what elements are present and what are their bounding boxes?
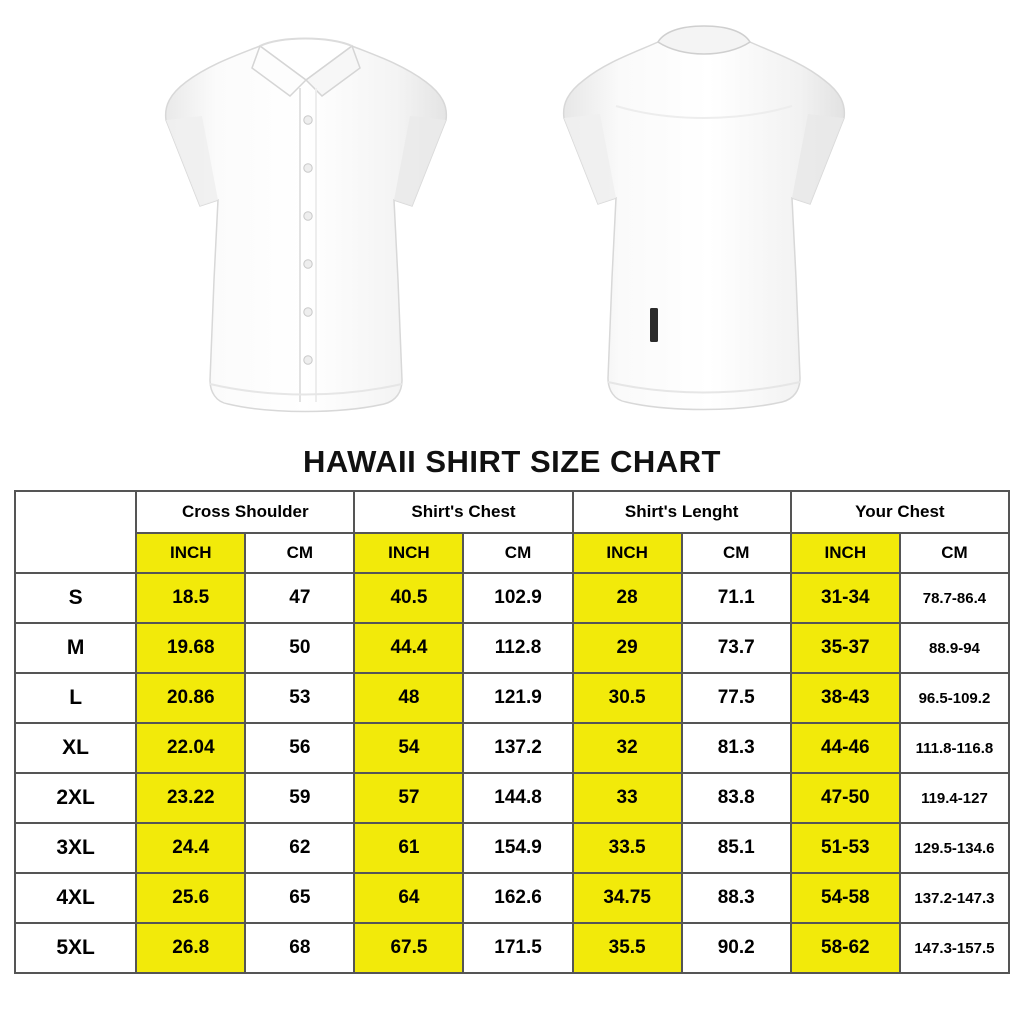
cell-shirts-lenght-cm: 88.3 (682, 873, 791, 923)
cell-shirts-chest-cm: 162.6 (463, 873, 572, 923)
cell-shirts-chest-inch: 61 (354, 823, 463, 873)
cell-your-chest-cm: 78.7-86.4 (900, 573, 1009, 623)
table-row (15, 873, 1009, 923)
size-label: M (15, 623, 136, 673)
cell-cross-shoulder-inch: 20.86 (136, 673, 245, 723)
cell-shirts-lenght-inch: 28 (573, 573, 682, 623)
cell-your-chest-inch: 54-58 (791, 873, 900, 923)
unit-header-shirts-lenght-inch: INCH (573, 533, 682, 573)
cell-shirts-chest-inch: 67.5 (354, 923, 463, 973)
cell-shirts-lenght-cm: 85.1 (682, 823, 791, 873)
cell-your-chest-cm: 129.5-134.6 (900, 823, 1009, 873)
group-header-shirts-lenght: Shirt's Lenght (573, 491, 791, 533)
cell-cross-shoulder-inch: 18.5 (136, 573, 245, 623)
cell-shirts-lenght-cm: 81.3 (682, 723, 791, 773)
cell-shirts-chest-inch: 64 (354, 873, 463, 923)
cell-shirts-chest-inch: 54 (354, 723, 463, 773)
size-label: 2XL (15, 773, 136, 823)
table-row (15, 923, 1009, 973)
cell-your-chest-cm: 88.9-94 (900, 623, 1009, 673)
corner-cell (15, 491, 136, 573)
cell-your-chest-inch: 58-62 (791, 923, 900, 973)
cell-your-chest-cm: 119.4-127 (900, 773, 1009, 823)
cell-shirts-chest-cm: 171.5 (463, 923, 572, 973)
cell-cross-shoulder-cm: 62 (245, 823, 354, 873)
cell-cross-shoulder-inch: 19.68 (136, 623, 245, 673)
group-header-row (15, 491, 1009, 533)
cell-shirts-chest-inch: 44.4 (354, 623, 463, 673)
size-chart-table (14, 490, 1010, 974)
table-row (15, 723, 1009, 773)
cell-cross-shoulder-inch: 24.4 (136, 823, 245, 873)
unit-header-your-chest-inch: INCH (791, 533, 900, 573)
cell-cross-shoulder-cm: 65 (245, 873, 354, 923)
shirt-illustrations (0, 0, 1024, 440)
table-row (15, 673, 1009, 723)
cell-your-chest-inch: 51-53 (791, 823, 900, 873)
size-label: 4XL (15, 873, 136, 923)
unit-header-row (15, 533, 1009, 573)
unit-header-shirts-chest-cm: CM (463, 533, 572, 573)
table-row (15, 573, 1009, 623)
cell-cross-shoulder-cm: 47 (245, 573, 354, 623)
size-label: 3XL (15, 823, 136, 873)
table-row (15, 623, 1009, 673)
size-label: L (15, 673, 136, 723)
size-label: XL (15, 723, 136, 773)
cell-cross-shoulder-inch: 26.8 (136, 923, 245, 973)
cell-shirts-chest-inch: 40.5 (354, 573, 463, 623)
cell-shirts-lenght-inch: 34.75 (573, 873, 682, 923)
table-row (15, 773, 1009, 823)
cell-shirts-chest-cm: 121.9 (463, 673, 572, 723)
cell-cross-shoulder-inch: 25.6 (136, 873, 245, 923)
table-row (15, 823, 1009, 873)
cell-cross-shoulder-cm: 50 (245, 623, 354, 673)
cell-shirts-lenght-cm: 77.5 (682, 673, 791, 723)
cell-shirts-lenght-cm: 83.8 (682, 773, 791, 823)
cell-shirts-chest-cm: 154.9 (463, 823, 572, 873)
group-header-cross-shoulder: Cross Shoulder (136, 491, 354, 533)
cell-your-chest-inch: 31-34 (791, 573, 900, 623)
cell-cross-shoulder-cm: 59 (245, 773, 354, 823)
cell-cross-shoulder-cm: 53 (245, 673, 354, 723)
unit-header-cross-shoulder-inch: INCH (136, 533, 245, 573)
cell-your-chest-cm: 147.3-157.5 (900, 923, 1009, 973)
cell-cross-shoulder-cm: 56 (245, 723, 354, 773)
cell-shirts-lenght-inch: 29 (573, 623, 682, 673)
cell-your-chest-inch: 35-37 (791, 623, 900, 673)
page-title: HAWAII SHIRT SIZE CHART (303, 444, 721, 479)
unit-header-shirts-chest-inch: INCH (354, 533, 463, 573)
cell-your-chest-cm: 137.2-147.3 (900, 873, 1009, 923)
cell-cross-shoulder-inch: 22.04 (136, 723, 245, 773)
cell-shirts-chest-cm: 102.9 (463, 573, 572, 623)
group-header-shirts-chest: Shirt's Chest (354, 491, 572, 533)
cell-your-chest-inch: 44-46 (791, 723, 900, 773)
cell-cross-shoulder-cm: 68 (245, 923, 354, 973)
size-label: 5XL (15, 923, 136, 973)
cell-shirts-lenght-cm: 90.2 (682, 923, 791, 973)
cell-shirts-chest-cm: 112.8 (463, 623, 572, 673)
unit-header-shirts-lenght-cm: CM (682, 533, 791, 573)
cell-shirts-lenght-inch: 33 (573, 773, 682, 823)
size-label: S (15, 573, 136, 623)
cell-your-chest-cm: 111.8-116.8 (900, 723, 1009, 773)
cell-your-chest-inch: 47-50 (791, 773, 900, 823)
cell-shirts-chest-inch: 57 (354, 773, 463, 823)
cell-shirts-lenght-inch: 33.5 (573, 823, 682, 873)
cell-your-chest-inch: 38-43 (791, 673, 900, 723)
cell-shirts-lenght-inch: 32 (573, 723, 682, 773)
unit-header-your-chest-cm: CM (900, 533, 1009, 573)
cell-shirts-lenght-inch: 35.5 (573, 923, 682, 973)
cell-shirts-chest-cm: 144.8 (463, 773, 572, 823)
unit-header-cross-shoulder-cm: CM (245, 533, 354, 573)
cell-shirts-lenght-cm: 73.7 (682, 623, 791, 673)
cell-shirts-lenght-cm: 71.1 (682, 573, 791, 623)
shirt-front-image (140, 10, 480, 435)
group-header-your-chest: Your Chest (791, 491, 1009, 533)
cell-shirts-chest-cm: 137.2 (463, 723, 572, 773)
cell-cross-shoulder-inch: 23.22 (136, 773, 245, 823)
cell-your-chest-cm: 96.5-109.2 (900, 673, 1009, 723)
cell-shirts-lenght-inch: 30.5 (573, 673, 682, 723)
size-table-wrapper (0, 490, 1024, 974)
cell-shirts-chest-inch: 48 (354, 673, 463, 723)
shirt-back-image (540, 10, 880, 435)
